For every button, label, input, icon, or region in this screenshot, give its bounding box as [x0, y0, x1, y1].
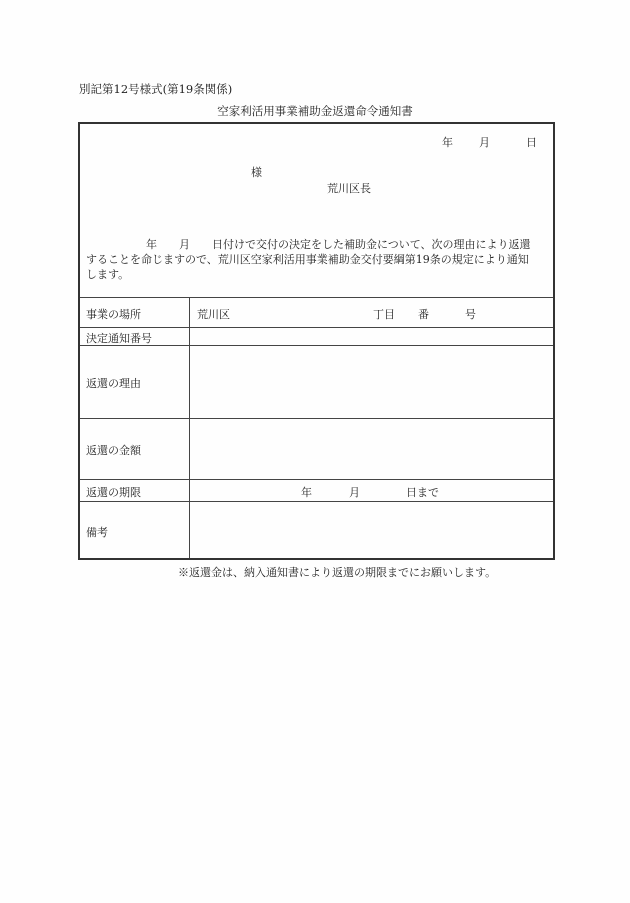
row-label-amount: 返還の金額 [86, 444, 141, 457]
divider [80, 327, 553, 328]
document-title: 空家利活用事業補助金返還命令通知書 [217, 104, 413, 118]
sender-name: 荒川区長 [327, 182, 371, 195]
body-month: 月 [179, 238, 190, 251]
body-line3: します。 [86, 268, 130, 281]
deadline-year: 年 [301, 486, 312, 499]
deadline-day: 日まで [406, 486, 439, 499]
location-ward[interactable]: 荒川区 [197, 308, 230, 321]
date-day: 日 [526, 136, 537, 149]
divider [80, 297, 553, 298]
divider [80, 501, 553, 502]
row-label-remarks: 備考 [86, 526, 108, 539]
body-line1: 日付けで交付の決定をした補助金について、次の理由により返還 [212, 238, 531, 251]
notice-body [86, 237, 548, 282]
row-label-deadline: 返還の期限 [86, 486, 141, 499]
divider [80, 479, 553, 480]
location-chome: 丁目 [373, 308, 395, 321]
column-divider [189, 297, 190, 558]
body-line2: することを命じますので、荒川区空家利活用事業補助金交付要綱第19条の規定により通知 [86, 253, 529, 266]
date-year: 年 [442, 136, 453, 149]
footnote: ※返還金は、納入通知書により返還の期限までにお願いします。 [178, 566, 497, 579]
divider [80, 418, 553, 419]
body-year: 年 [146, 238, 157, 251]
form-reference: 別記第12号様式(第19条関係) [79, 82, 233, 96]
location-ban: 番 [418, 308, 429, 321]
deadline-month: 月 [349, 486, 360, 499]
row-label-location: 事業の場所 [86, 308, 141, 321]
date-month: 月 [479, 136, 490, 149]
row-label-reason: 返還の理由 [86, 377, 141, 390]
addressee-suffix: 様 [251, 166, 262, 179]
row-label-decision-number: 決定通知番号 [86, 332, 152, 345]
notice-form-frame [78, 122, 555, 560]
location-go: 号 [465, 308, 476, 321]
